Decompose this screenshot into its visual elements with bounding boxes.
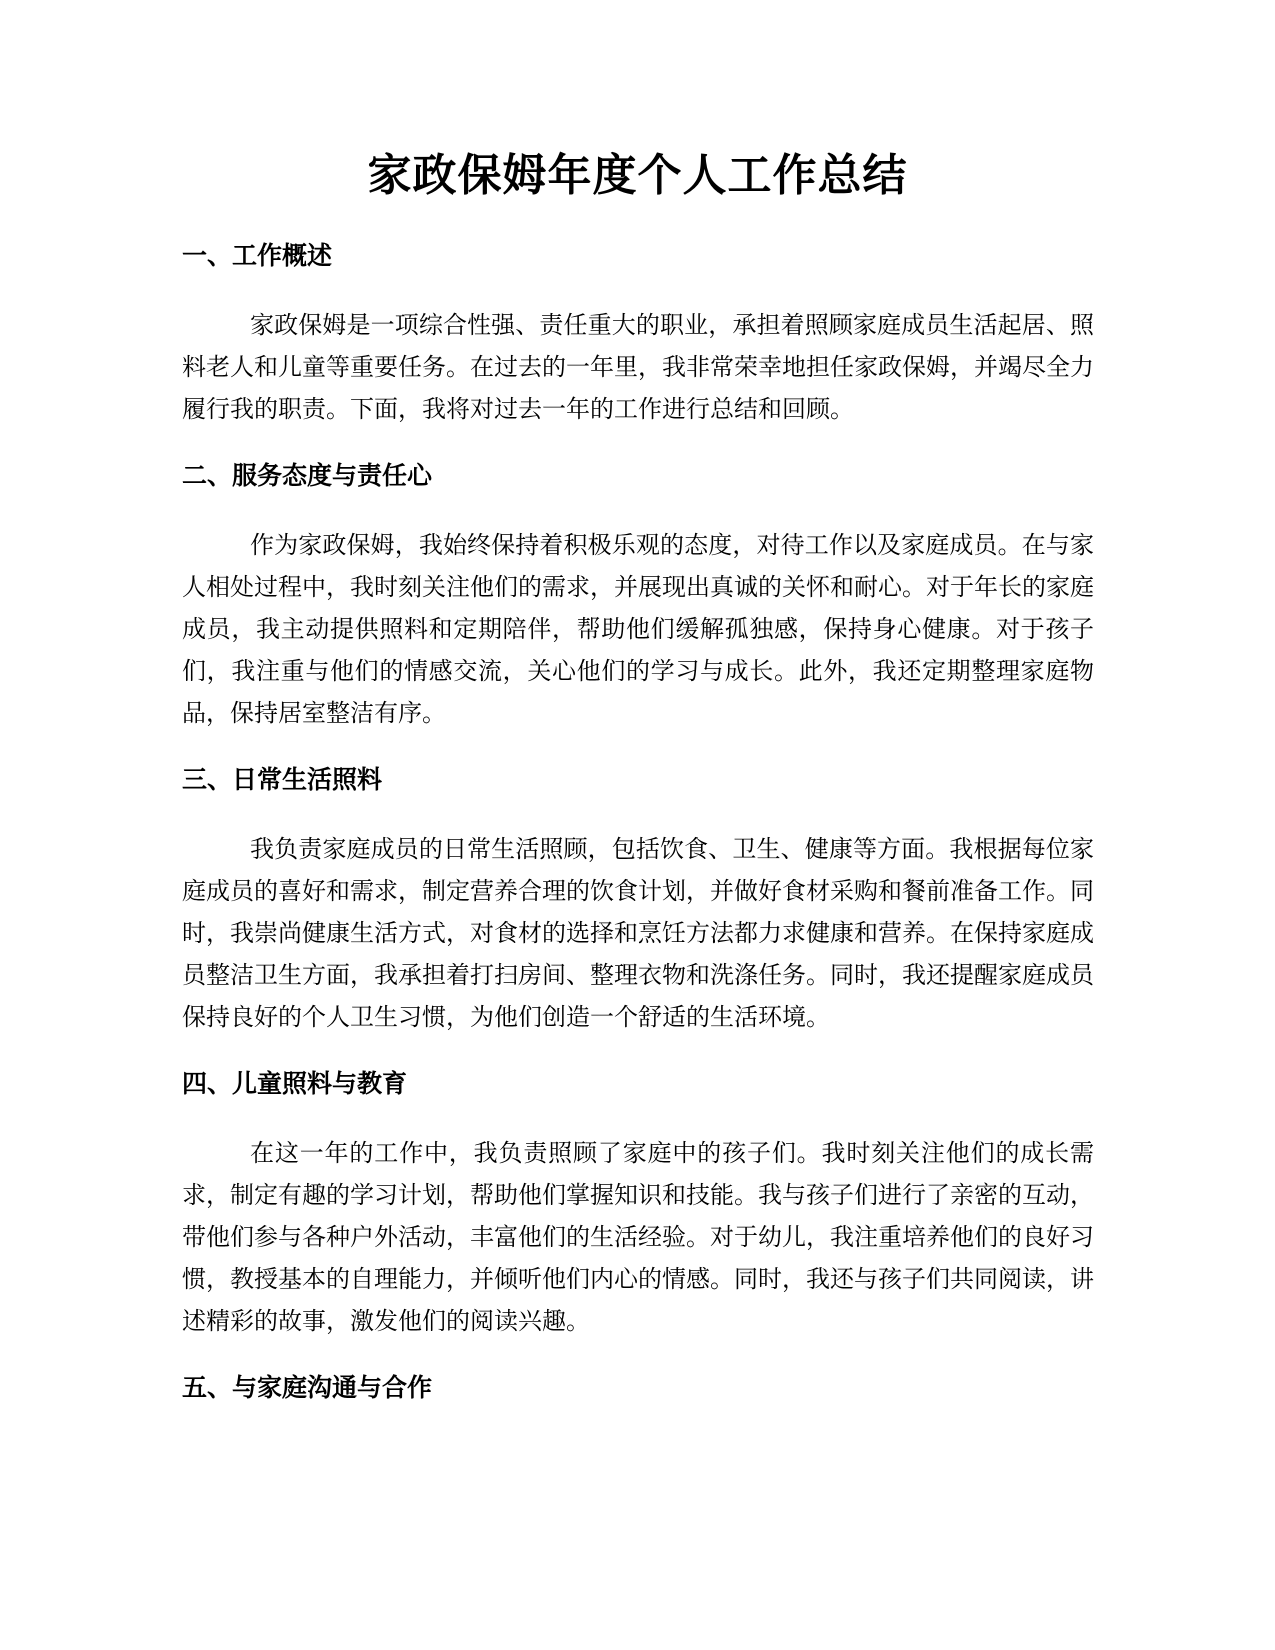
section-heading: 四、儿童照料与教育 (182, 1069, 408, 1098)
document-title: 家政保姆年度个人工作总结 (367, 150, 908, 201)
section-child-care (182, 1066, 1094, 1342)
section-heading: 二、服务态度与责任心 (182, 461, 433, 490)
section-overview (182, 238, 1094, 430)
section-paragraph: 我负责家庭成员的日常生活照顾，包括饮食、卫生、健康等方面。我根据每位家庭成员的喜好和需求，制定营养合理的饮食计划，并做好食材采购和餐前准备工作。同时，我崇尚健康生活方式，对食材的选择和烹饪方法都力求健康和营养。在保持家庭成员整洁卫生方面，我承担着打扫房间、整理衣物和洗涤任务。同时，我还提醒家庭成员保持良好的个人卫生习惯，为他们创造一个舒适的生活环境。 (182, 835, 1094, 1031)
section-heading: 五、与家庭沟通与合作 (182, 1373, 433, 1402)
section-paragraph: 作为家政保姆，我始终保持着积极乐观的态度，对待工作以及家庭成员。在与家人相处过程中，我时刻关注他们的需求，并展现出真诚的关怀和耐心。对于年长的家庭成员，我主动提供照料和定期陪伴，帮助他们缓解孤独感，保持身心健康。对于孩子们，我注重与他们的情感交流，关心他们的学习与成长。此外，我还定期整理家庭物品，保持居室整洁有序。 (182, 531, 1094, 727)
section-service-attitude (182, 458, 1094, 734)
section-family-communication (182, 1370, 1094, 1406)
section-heading: 三、日常生活照料 (182, 765, 383, 794)
section-daily-care (182, 762, 1094, 1038)
document-content (182, 238, 1094, 1436)
section-heading: 一、工作概述 (182, 241, 333, 270)
section-paragraph: 在这一年的工作中，我负责照顾了家庭中的孩子们。我时刻关注他们的成长需求，制定有趣的学习计划，帮助他们掌握知识和技能。我与孩子们进行了亲密的互动，带他们参与各种户外活动，丰富他们的生活经验。对于幼儿，我注重培养他们的良好习惯，教授基本的自理能力，并倾听他们内心的情感。同时，我还与孩子们共同阅读，讲述精彩的故事，激发他们的阅读兴趣。 (182, 1139, 1094, 1335)
section-paragraph: 家政保姆是一项综合性强、责任重大的职业，承担着照顾家庭成员生活起居、照料老人和儿童等重要任务。在过去的一年里，我非常荣幸地担任家政保姆，并竭尽全力履行我的职责。下面，我将对过去一年的工作进行总结和回顾。 (182, 311, 1094, 423)
